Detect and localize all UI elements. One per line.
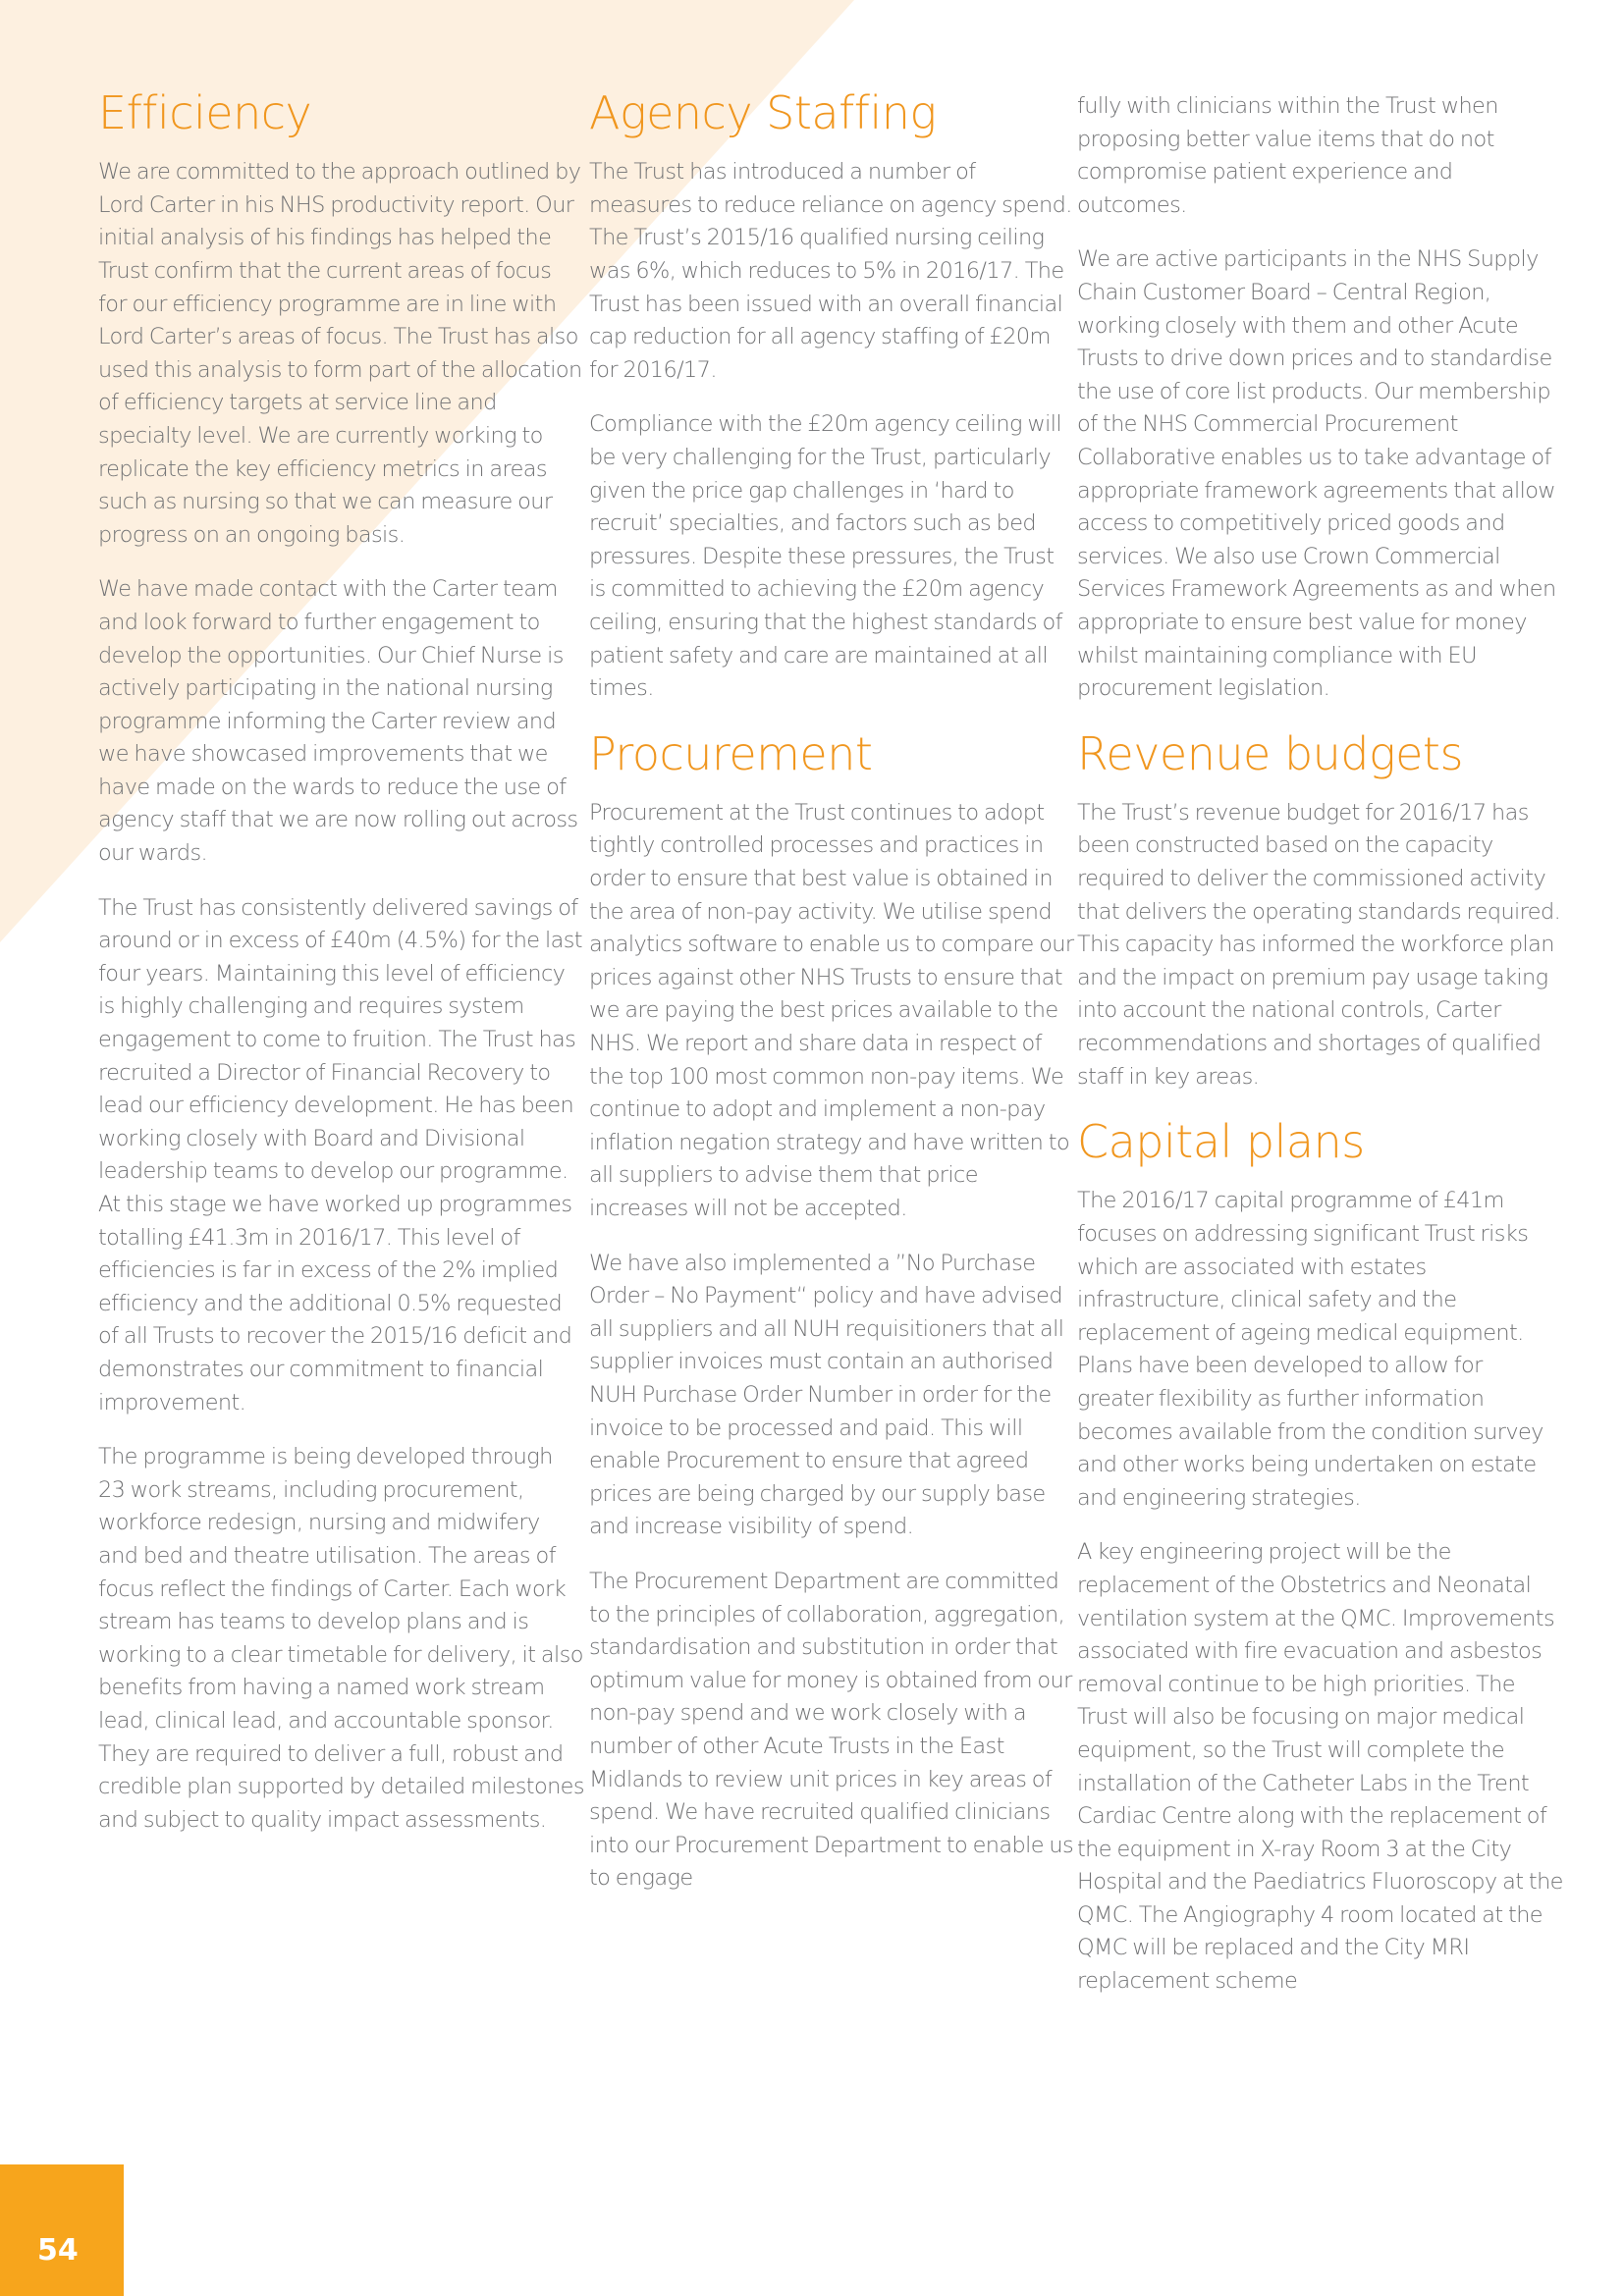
page-number: 54 xyxy=(37,2233,79,2268)
paragraph: The 2016/17 capital programme of £41m focuses on addressing significant Trust risks which are associated with estates infrastructure, clinical safety and the replacement of ageing medical equipment. Plans have been developed to allow for greater flexibility as further information becomes available from the condition survey and other works being undertaken on estate and engineering strategies. xyxy=(1077,1188,1543,1511)
paragraph: We have also implemented a ”No Purchase Order – No Payment“ policy and have advised all suppliers and all NUH requisitioners that all supplier invoices must contain an authorised NUH Purchase Order Number in order for the invoice to be processed and paid. This will enable Procurement to ensure that agreed prices are being charged by our supply base and increase visibility of spend. xyxy=(589,1250,1064,1540)
paragraph: We are committed to the approach outlined by Lord Carter in his NHS productivity report. Our initial analysis of his findings has helped the Trust confirm that the current areas of focus for our efficiency programme are in line with Lord Carter’s areas of focus. The Trust has also used this analysis to form part of the allocation of efficiency targets at service line and specialty level. We are currently working to replicate the key efficiency metrics in areas such as nursing so that we can measure our progress on an ongoing basis. xyxy=(98,159,582,548)
heading-agency-staffing: Agency Staffing xyxy=(589,86,937,139)
paragraph: Compliance with the £20m agency ceiling will be very challenging for the Trust, particularly given the price gap challenges in ‘hard to recruit’ specialties, and factors such as bed pressures. Despite these pressures, the Trust is committed to achieving the £20m agency ceiling, ensuring that the highest standards of patient safety and care are maintained at all times. xyxy=(589,411,1062,702)
paragraph: We are active participants in the NHS Supply Chain Customer Board – Central Region, working closely with them and other Acute Trusts to drive down prices and to standardise the use of core list products. Our membership of the NHS Commercial Procurement Collaborative enables us to take advantage of appropriate framework agreements that allow access to competitively priced goods and services. We also use Crown Commercial Services Framework Agreements as and when appropriate to ensure best value for money whilst maintaining compliance with EU procurement legislation. xyxy=(1077,246,1556,702)
heading-capital-plans: Capital plans xyxy=(1077,1115,1365,1169)
heading-revenue-budgets: Revenue budgets xyxy=(1077,726,1463,780)
paragraph: A key engineering project will be the replacement of the Obstetrics and Neonatal ventilation system at the QMC. Improvements associated with fire evacuation and asbestos removal continue to be high priorities. The Trust will also be focusing on major medical equipment, so the Trust will complete the installation of the Catheter Labs in the Trent Cardiac Centre along with the replacement of the equipment in X-ray Room 3 at the City Hospital and the Paediatrics Fluoroscopy at the QMC. The Angiography 4 room located at the QMC will be replaced and the City MRI replacement scheme xyxy=(1077,1539,1563,1995)
paragraph: We have made contact with the Carter team and look forward to further engagement to develop the opportunities. Our Chief Nurse is actively participating in the national nursing programme informing the Carter review and we have showcased improvements that we have made on the wards to reduce the use of agency staff that we are now rolling out across our wards. xyxy=(98,576,578,867)
column-right xyxy=(1077,90,1563,2020)
paragraph: The Trust has consistently delivered savings of around or in excess of £40m (4.5%) for the last four years. Maintaining this level of efficiency is highly challenging and requires system engagement to come to fruition. The Trust has recruited a Director of Financial Recovery to lead our efficiency development. He has been working closely with Board and Divisional leadership teams to develop our programme. At this stage we have worked up programmes totalling £41.3m in 2016/17. This level of efficiencies is far in excess of the 2% implied efficiency and the additional 0.5% requested of all Trusts to recover the 2015/16 deficit and demonstrates our commitment to financial improvement. xyxy=(98,894,582,1415)
paragraph: Procurement at the Trust continues to adopt tightly controlled processes and practices in order to ensure that best value is obtained in the area of non-pay activity. We utilise spend analytics software to enable us to compare our prices against other NHS Trusts to ensure that we are paying the best prices available to the NHS. We report and share data in respect of the top 100 most common non-pay items. We continue to adopt and implement a non-pay inflation negation strategy and have written to all suppliers to advise them that price increases will not be accepted. xyxy=(589,799,1074,1221)
column-left xyxy=(98,86,584,1858)
page-corner-tab xyxy=(0,2164,124,2296)
paragraph: The Procurement Department are committed to the principles of collaboration, aggregation, standardisation and substitution in order that optimum value for money is obtained from our non-pay spend and we work closely with a number of other Acute Trusts in the East Midlands to review unit prices in key areas of spend. We have recruited qualified clinicians into our Procurement Department to enable us to engage xyxy=(589,1568,1074,1892)
paragraph: The Trust has introduced a number of measures to reduce reliance on agency spend. The Trust’s 2015/16 qualified nursing ceiling was 6%, which reduces to 5% in 2016/17. The Trust has been issued with an overall financial cap reduction for all agency staffing of £20m for 2016/17. xyxy=(589,159,1072,383)
heading-procurement: Procurement xyxy=(589,726,873,780)
column-middle xyxy=(589,86,1075,1917)
paragraph: The programme is being developed through 23 work streams, including procurement, workforce redesign, nursing and midwifery and bed and theatre utilisation. The areas of focus reflect the findings of Carter. Each work stream has teams to develop plans and is working to a clear timetable for delivery, it also benefits from having a named work stream lead, clinical lead, and accountable sponsor. They are required to deliver a full, robust and credible plan supported by detailed milestones and subject to quality impact assessments. xyxy=(98,1444,584,1833)
paragraph: The Trust’s revenue budget for 2016/17 has been constructed based on the capacity required to deliver the commissioned activity that delivers the operating standards required. This capacity has informed the workforce plan and the impact on premium pay usage taking into account the national controls, Carter recommendations and shortages of qualified staff in key areas. xyxy=(1077,799,1561,1090)
paragraph: fully with clinicians within the Trust when proposing better value items that do not compromise patient experience and outcomes. xyxy=(1077,93,1498,218)
heading-efficiency: Efficiency xyxy=(98,86,312,139)
